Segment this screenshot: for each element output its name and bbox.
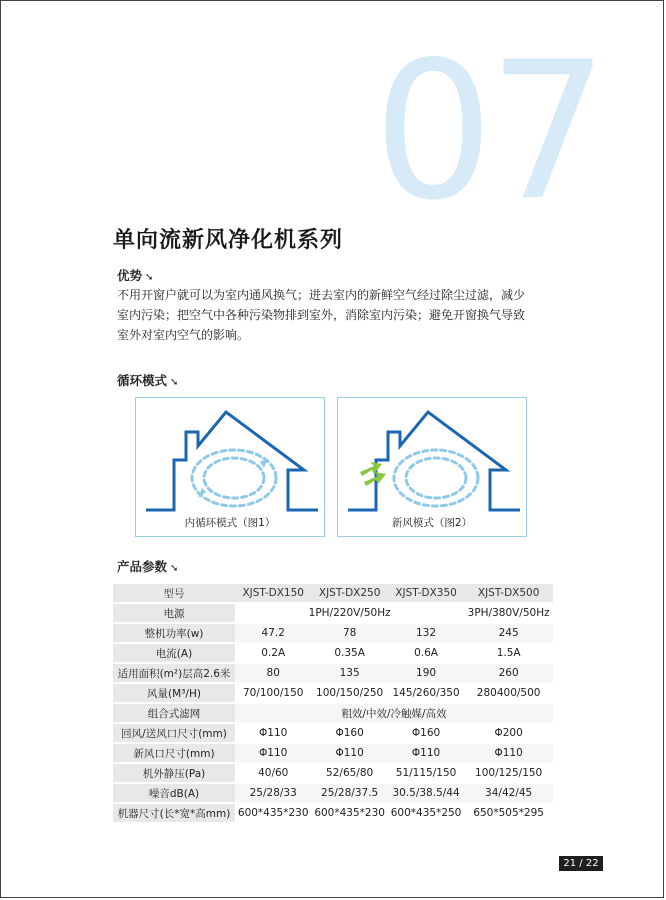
table-cell: Φ110: [311, 744, 387, 762]
row-label: 适用面积(m²)层高2.6米: [113, 664, 235, 682]
table-cell: Φ110: [388, 744, 464, 762]
table-row: [113, 784, 553, 802]
table-cell: Φ200: [494, 727, 523, 739]
panel-caption: 新风模式（图2）: [391, 517, 473, 529]
fresh-air-arrow-icon: [360, 462, 386, 486]
header-cell: XJST-DX150: [235, 584, 311, 602]
table-cell: 100/150/250: [316, 687, 384, 699]
table-cell: 245: [464, 624, 553, 642]
row-label: 新风口尺寸(mm): [113, 744, 235, 762]
table-cell: 0.35A: [334, 647, 365, 659]
table-cell: 52/65/80: [326, 767, 374, 779]
arrow-icon: ➘: [145, 272, 154, 283]
advantage-line: 室内污染；把空气中各种污染物排到室外，消除室内污染；避免开窗换气导致: [117, 308, 526, 322]
table-cell: 600*435*230: [237, 807, 309, 819]
table-cell: 650*505*295: [473, 807, 544, 819]
row-label: 机外静压(Pa): [113, 764, 235, 782]
table-cell: 100/125/150: [475, 767, 543, 779]
table-row: [113, 644, 553, 662]
table-cell: 280400/500: [476, 687, 541, 699]
table-cell: Φ160: [335, 727, 364, 739]
row-label: 电流(A): [113, 644, 235, 662]
table-cell: 190: [388, 664, 464, 682]
row-label: 风量(M³/H): [113, 684, 235, 702]
arrow-icon: ➘: [170, 563, 179, 574]
panel-caption: 内循环模式（图1）: [184, 517, 276, 529]
table-cell: Φ110: [235, 744, 311, 762]
table-cell: 145/260/350: [392, 687, 460, 699]
table-cell: 132: [388, 624, 464, 642]
advantage-heading: [117, 266, 153, 284]
table-cell: 70/100/150: [242, 687, 304, 699]
params-heading-text: 产品参数: [117, 559, 168, 574]
table-row: [113, 664, 553, 682]
table-cell: Φ160: [411, 727, 441, 739]
table-row: [113, 724, 553, 742]
cycle-heading-text: 循环模式: [117, 373, 168, 388]
table-cell: 135: [311, 664, 387, 682]
advantage-heading-text: 优势: [117, 268, 143, 283]
table-row: [113, 764, 553, 782]
table-cell: 3PH/380V/50Hz: [467, 607, 550, 619]
table-row: [113, 604, 553, 622]
table-cell: 粗效/中效/冷触媒/高效: [235, 704, 553, 722]
row-label: 组合式滤网: [113, 704, 235, 722]
row-label: 机器尺寸(长*宽*高mm): [113, 804, 235, 822]
page-title: 单向流新风净化机系列: [113, 228, 344, 253]
advantage-paragraph: [117, 285, 557, 345]
table-cell: 1.5A: [496, 647, 521, 659]
table-cell: 600*435*230: [314, 807, 385, 819]
advantage-line: 不用开窗户就可以为室内通风换气；进去室内的新鲜空气经过除尘过滤，减少: [117, 288, 526, 302]
params-heading: [117, 557, 178, 575]
header-cell: XJST-DX350: [388, 584, 464, 602]
header-cell: 型号: [113, 584, 235, 602]
table-cell: 260: [464, 664, 553, 682]
row-label: 噪音dB(A): [113, 784, 235, 802]
table-cell: Φ110: [259, 727, 288, 739]
row-label: 回风/送风口尺寸(mm): [113, 724, 235, 742]
table-cell: 25/28/33: [235, 784, 311, 802]
table-cell: 40/60: [258, 767, 289, 779]
header-cell: XJST-DX500: [464, 584, 553, 602]
fresh-air-panel: [337, 397, 527, 537]
row-label: 整机功率(w): [113, 624, 235, 642]
table-cell: 34/42/45: [464, 784, 553, 802]
table-row: [113, 804, 553, 822]
table-header-row: [113, 584, 553, 602]
table-cell: 47.2: [235, 624, 311, 642]
table-row: [113, 624, 553, 642]
table-row: [113, 704, 553, 722]
table-row: [113, 744, 553, 762]
table-cell: Φ110: [464, 744, 553, 762]
table-cell: 600*435*250: [390, 807, 462, 819]
table-cell: 0.6A: [414, 647, 438, 659]
page-number: 21 / 22: [559, 856, 603, 871]
table-cell: 25/28/37.5: [311, 784, 387, 802]
table-cell: 80: [235, 664, 311, 682]
section-number: 07: [373, 21, 603, 242]
internal-circulation-panel: [135, 397, 325, 537]
cycle-heading: [117, 371, 178, 389]
row-label: 电源: [113, 604, 235, 622]
table-cell: 51/115/150: [395, 767, 457, 779]
table-cell: 1PH/220V/50Hz: [308, 607, 391, 619]
table-row: [113, 684, 553, 702]
table-cell: 0.2A: [261, 647, 286, 659]
spec-table: [113, 582, 553, 824]
table-cell: 78: [311, 624, 387, 642]
table-cell: 30.5/38.5/44: [388, 784, 464, 802]
advantage-line: 室外对室内空气的影响。: [117, 328, 250, 342]
header-cell: XJST-DX250: [311, 584, 387, 602]
arrow-icon: ➘: [170, 377, 179, 388]
